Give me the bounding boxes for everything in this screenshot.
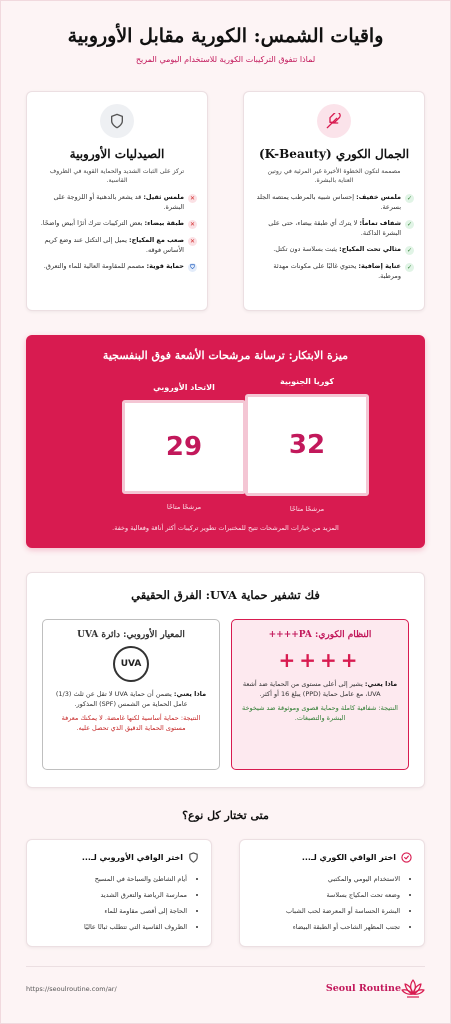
list-item: ✕ صعب مع المكياج: يميل إلى التكتل عند وضع كريم الأساس فوقه. <box>44 236 196 254</box>
uva-title: فك تشفير حماية UVA: الفرق الحقيقي <box>131 588 320 602</box>
header <box>1 1 450 64</box>
korea-filter-count: 32 <box>245 394 369 496</box>
choose-european-title: اختر الواقي الأوروبي لـ... <box>81 853 183 862</box>
eu-label: الاتحاد الأوروبي <box>153 383 215 392</box>
x-icon: ✕ <box>189 220 196 228</box>
kr-pa-result: النتيجة: شفافية كاملة وحماية قصوى وموثوقة ضد شيخوخة البشرة والتصبغات. <box>242 704 398 722</box>
list-item: • الظروف القاسية التي تتطلب ثباتًا عاليًا <box>39 923 187 932</box>
european-list <box>37 193 197 272</box>
innovation-note: المزيد من خيارات المرشحات تتيح للمختبرات تطوير تركيبات أكثر أناقة وفعالية وخفة. <box>112 524 339 532</box>
page-title: واقيات الشمس: الكورية مقابل الأوروبية <box>67 25 384 47</box>
eu-uva-title: المعيار الأوروبي: دائرة UVA <box>77 630 185 640</box>
choose-title: متى تختار كل نوع؟ <box>182 809 269 822</box>
kr-pa-title: النظام الكوري: PA++++ <box>268 630 372 640</box>
check-circle-icon <box>401 852 412 863</box>
choose-korean-list <box>252 875 412 932</box>
list-item: • ممارسة الرياضة والتعرق الشديد <box>39 891 187 900</box>
x-icon: ✕ <box>189 237 196 245</box>
kbeauty-desc: مصممة لتكون الخطوة الأخيرة غير المرئية في روتين العناية بالبشرة. <box>267 168 401 184</box>
european-title: الصيدليات الأوروبية <box>69 147 165 161</box>
check-icon: ✓ <box>406 246 413 254</box>
list-item: ✕ طبقة بيضاء: بعض التركيبات تترك أثرًا أبيض واضحًا. <box>40 219 196 228</box>
choose-korean-card <box>239 839 425 947</box>
shield-icon <box>100 104 134 138</box>
innovation-banner <box>26 335 425 548</box>
european-uva-box <box>42 619 220 770</box>
check-icon: ✓ <box>406 220 413 228</box>
list-item: • تجنب المظهر الشاحب أو الطبقة البيضاء <box>252 923 400 932</box>
innovation-title: ميزة الابتكار: ترسانة مرشحات الأشعة فوق البنفسجية <box>102 349 349 362</box>
european-card <box>26 91 208 311</box>
brand <box>320 977 425 999</box>
eu-column <box>122 377 246 511</box>
comparison-section <box>26 91 425 311</box>
choose-european-list <box>39 875 199 932</box>
footer <box>26 966 425 1006</box>
shield-icon <box>188 852 199 863</box>
shield-small-icon: ⛉ <box>188 263 197 272</box>
eu-foot: مرشحًا متاحًا <box>166 503 202 511</box>
list-item: • الاستخدام اليومي والمكتبي <box>252 875 400 884</box>
list-item: ✓ عناية إضافية: يحتوي غالبًا على مكونات مهدئة ومرطبة. <box>273 262 413 280</box>
list-item: • الحاجة إلى أقصى مقاومة للماء <box>39 907 187 916</box>
check-icon: ✓ <box>406 194 413 202</box>
check-icon: ✓ <box>406 263 413 271</box>
list-item: • البشرة الحساسة أو المعرضة لحب الشباب <box>252 907 400 916</box>
feather-icon <box>317 104 351 138</box>
brand-name: Seoul Routine <box>325 982 401 994</box>
pa-plus-rating: ++++ <box>278 648 362 672</box>
kbeauty-list <box>254 193 414 281</box>
kbeauty-card <box>243 91 425 311</box>
list-item: ✓ ملمس خفيف: إحساس شبيه بالمرطب يمتصه الجلد بسرعة. <box>256 193 413 211</box>
choose-korean-title: اختر الواقي الكوري لـ... <box>301 853 396 862</box>
x-icon: ✕ <box>189 194 196 202</box>
list-item: ✓ مثالي تحت المكياج: يثبت بسلاسة دون تكتل. <box>273 245 413 254</box>
uva-section <box>26 572 425 788</box>
korea-foot: مرشحًا متاحًا <box>289 505 325 513</box>
kbeauty-title: الجمال الكوري (K-Beauty) <box>258 147 410 161</box>
eu-uva-result: النتيجة: حماية أساسية لكنها غامضة. لا يمكنك معرفة مستوى الحماية الدقيق الذي تحصل عليه. <box>61 714 201 732</box>
eu-filter-count: 29 <box>122 400 246 494</box>
korea-label: كوريا الجنوبية <box>280 377 334 386</box>
european-desc: تركز على الثبات الشديد والحماية القوية في الظروف القاسية. <box>49 168 185 184</box>
list-item: ⛉ حماية قوية: مصمم للمقاومة العالية للماء والتعرق. <box>37 262 197 272</box>
choose-european-card <box>26 839 212 947</box>
korean-pa-box <box>231 619 409 770</box>
eu-uva-text: ماذا يعني: يضمن أن حماية UVA لا تقل عن ثلث (1/3) عامل الحماية من الشمس (SPF) المذكور. <box>55 690 207 708</box>
kr-pa-text: ماذا يعني: يشير إلى أعلى مستوى من الحماية ضد أشعة UVA، مع عامل حماية (PPD) يبلغ 16 أو أكثر. <box>242 680 398 698</box>
list-item: • أيام الشاطئ والسباحة في المسبح <box>39 875 187 884</box>
page-subtitle: لماذا تتفوق التركيبات الكورية للاستخدام اليومي المريح <box>135 55 316 64</box>
lotus-logo-icon <box>401 977 425 999</box>
uva-circle-icon: UVA <box>113 646 149 682</box>
list-item: ✕ ملمس ثقيل: قد يشعر بالدهنية أو اللزوجة على البشرة. <box>53 193 196 211</box>
list-item: • وضعه تحت المكياج بسلاسة <box>252 891 400 900</box>
footer-url[interactable]: https://seoulroutine.com/ar/ <box>26 985 117 993</box>
korea-column <box>245 377 369 513</box>
list-item: ✓ شفاف تماماً: لا يترك أي طبقة بيضاء، حتى على البشرة الداكنة. <box>268 219 413 237</box>
